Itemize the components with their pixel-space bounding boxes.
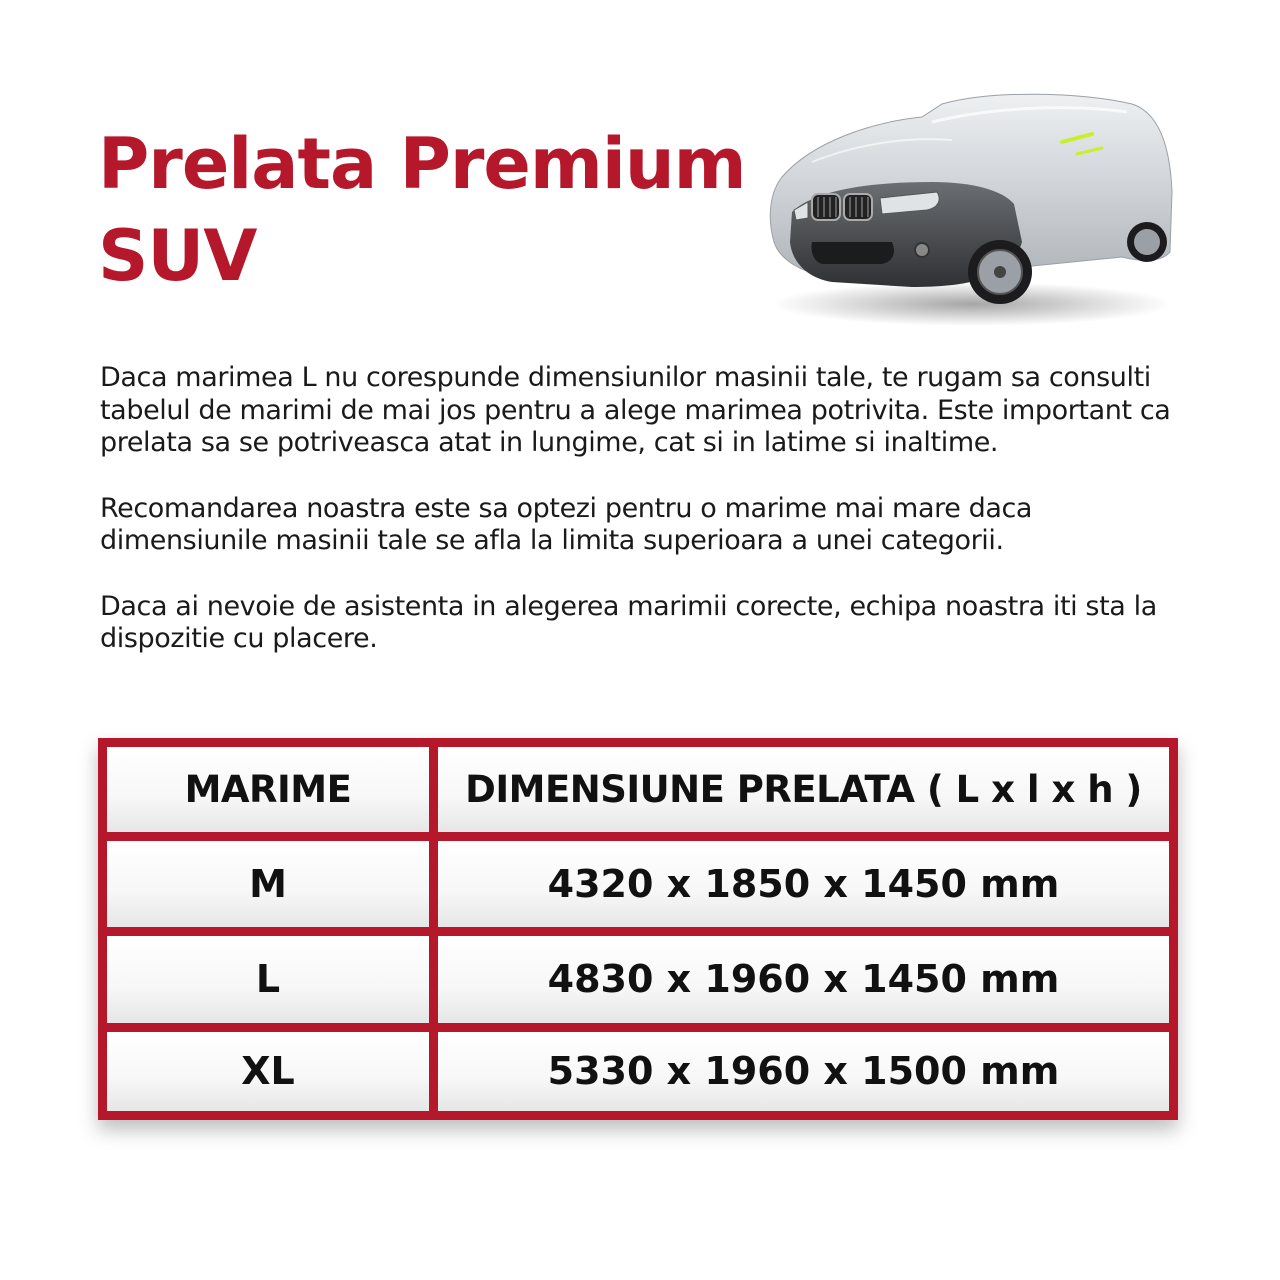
table-row [107, 1032, 1169, 1111]
title-line-2: SUV [98, 215, 257, 297]
description-paragraph-2: Recomandarea noastra este sa optezi pentru o marime mai mare daca dimensiunile masinii tale se afla la limita superioara a unei categorii. [100, 492, 1033, 556]
title-line-1: Prelata Premium [98, 123, 746, 205]
table-row [107, 936, 1169, 1032]
page-title [98, 118, 746, 302]
size-cell: M [107, 841, 438, 937]
header-marime: MARIME [107, 747, 438, 841]
dimensions-cell: 4320 x 1850 x 1450 mm [438, 841, 1169, 937]
table-header-row [107, 747, 1169, 841]
table-row [107, 841, 1169, 937]
dimensions-cell: 4830 x 1960 x 1450 mm [438, 936, 1169, 1032]
dimensions-cell: 5330 x 1960 x 1500 mm [438, 1032, 1169, 1111]
size-cell: XL [107, 1032, 438, 1111]
description-paragraph-3: Daca ai nevoie de asistenta in alegerea marimii corecte, echipa noastra iti sta la dispozitie cu placere. [100, 590, 1157, 654]
car-cover-suv-illustration [752, 82, 1192, 332]
header-dimensiune: DIMENSIUNE PRELATA ( L x l x h ) [438, 747, 1169, 841]
description [100, 362, 1190, 689]
size-cell: L [107, 936, 438, 1032]
description-paragraph-1: Daca marimea L nu corespunde dimensiunilor masinii tale, te rugam sa consulti tabelul de marimi de mai jos pentru a alege marimea potrivita. Este important ca prelata sa se potriveasca atat in lungime, cat si in latime si inaltime. [100, 362, 1171, 458]
size-table [98, 738, 1178, 1120]
